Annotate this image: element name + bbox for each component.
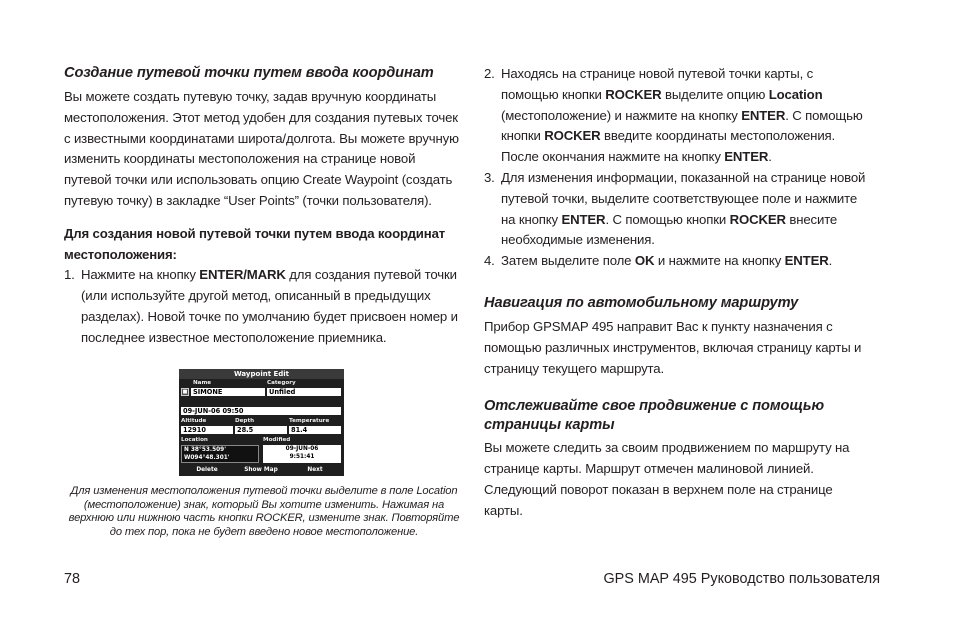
screen-title: Waypoint Edit <box>179 369 344 379</box>
modified-label: Modified <box>263 437 291 443</box>
category-label: Category <box>267 380 296 386</box>
manual-title: GPS MAP 495 Руководство пользователя <box>603 571 880 587</box>
left-column <box>64 64 464 349</box>
key-enter: ENTER <box>784 253 829 269</box>
key-enter-mark: ENTER/MARK <box>199 267 286 283</box>
modified-field <box>263 445 341 463</box>
key-enter: ENTER <box>724 149 769 165</box>
location-label: Location <box>181 437 208 443</box>
category-field[interactable]: Unfiled <box>267 388 341 396</box>
key-rocker: ROCKER <box>729 211 786 227</box>
temperature-label: Temperature <box>289 418 330 424</box>
temperature-field[interactable]: 81.4 <box>289 426 341 434</box>
track-paragraph: Вы можете следить за своим продвижением по маршруту на странице карты. Маршрут отмечен малиновой линией. Следующий поворот показан в верхнем поле на странице карты. <box>484 440 850 518</box>
step-2: 2. Находясь на странице новой путевой точки карты, с помощью кнопки ROCKER выделите опцию Location (местоположение) и нажмите на кнопку ENTER. С помощью кнопки ROCKER введите координаты местоположения. После окончания нажмите на кнопку ENTER. <box>484 66 863 165</box>
location-longitude: W094°48.301' <box>184 455 230 461</box>
key-rocker: ROCKER <box>544 128 601 144</box>
location-field[interactable] <box>181 445 259 463</box>
procedure-list-right <box>484 64 874 272</box>
page-number: 78 <box>64 571 81 587</box>
right-column <box>484 64 874 522</box>
date-field[interactable]: 09-JUN-06 09:50 <box>181 407 341 415</box>
depth-field[interactable]: 28.5 <box>235 426 287 434</box>
key-enter: ENTER <box>561 211 606 227</box>
altitude-label: Altitude <box>181 418 207 424</box>
option-location: Location <box>768 86 823 102</box>
modified-time: 9:51:41 <box>289 454 315 460</box>
step-4: 4. Затем выделите поле OK и нажмите на кнопку ENTER. <box>484 253 833 269</box>
show-map-button[interactable]: Show Map <box>244 467 278 473</box>
step-number: 1. <box>64 267 75 283</box>
section-heading-create-waypoint: Создание путевой точки путем ввода координат <box>64 65 434 81</box>
waypoint-symbol-icon[interactable]: ■ <box>182 389 188 395</box>
section-heading-navigation: Навигация по автомобильному маршруту <box>484 294 799 311</box>
location-latitude: N 38°53.509' <box>184 447 226 453</box>
intro-paragraph: Вы можете создать путевую точку, задав вручную координаты местоположения. Этот метод удобен для создания путевых точек с известными координатами широта/долгота. Вы можете вручную изменить координаты местоположения на странице новой путевой точки или использовать опцию Create Waypoint (создать путевую точку) в закладке “User Points” (точки пользователя). <box>64 89 459 208</box>
key-rocker: ROCKER <box>605 86 662 102</box>
figure-caption: Для изменения местоположения путевой точки выделите в поле Location (местоположение) знак, который Вы хотите изменить. Нажимая на верхнюю или нижнюю часть кнопки ROCKER, измените знак. Повторяйте до тех пор, пока не будет введено новое местоположение. <box>68 485 460 538</box>
option-ok: OK <box>634 253 655 269</box>
procedure-heading: Для создания новой путевой точки путем ввода координат местоположения: <box>64 225 446 262</box>
step-3: 3. Для изменения информации, показанной на странице новой путевой точки, выделите соответствующее поле и нажмите на кнопку ENTER. С помощью кнопки ROCKER внесите необходимые изменения. <box>484 169 866 248</box>
depth-label: Depth <box>235 418 255 424</box>
key-enter: ENTER <box>741 107 786 123</box>
delete-button[interactable]: Delete <box>196 467 218 473</box>
next-button[interactable]: Next <box>307 467 323 473</box>
modified-date: 09-JUN-06 <box>285 446 319 452</box>
altitude-field[interactable]: 12910 <box>181 426 233 434</box>
section-heading-track-progress: Отслеживайте свое продвижение с помощью страницы карты <box>484 398 824 434</box>
name-label: Name <box>193 380 212 386</box>
step-1: 1. Нажмите на кнопку ENTER/MARK для создания путевой точки (или используйте другой метод, описанный в предыдущих разделах). Новой точке по умолчанию будет присвоен номер и последнее известное местоположение приемника. <box>64 267 458 345</box>
navigation-paragraph: Прибор GPSMAP 495 направит Вас к пункту назначения с помощью различных инструментов, включая страницу карты и страницу текущего маршрута. <box>484 318 862 376</box>
waypoint-edit-screen <box>179 369 344 476</box>
procedure-list-left <box>64 265 464 348</box>
name-field[interactable]: SIMONE <box>191 388 265 396</box>
